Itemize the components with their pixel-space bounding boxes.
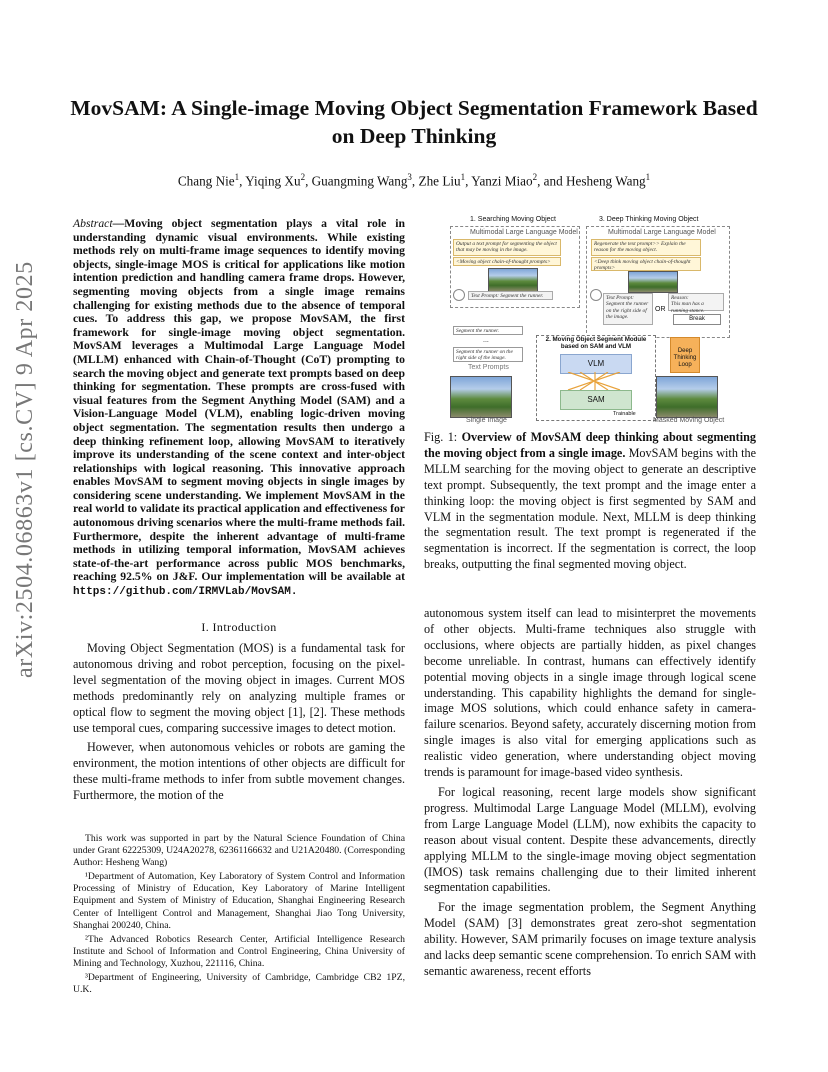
abstract-label: Abstract xyxy=(73,217,113,230)
input-thumbnail xyxy=(488,268,538,292)
abstract: Abstract—Moving object segmentation plays a vital role in understanding dynamic visual environments. While existing methods rely on multi-frame image sequences to identify moving objects, single-image MOS is critical for applications like motion intention prediction and handling camera frame drops. However, segmenting moving objects from a single image remains challenging for existing methods due to the absence of temporal cues. To address this gap, we propose MovSAM, the first framework for single-image moving object segmentation. MovSAM leverages a Multimodal Large Language Model (MLLM) enhanced with Chain-of-Thought (CoT) prompting to search the moving object and generate text prompts based on deep thinking for segmentation. These prompts are cross-fused with visual features from the Segment Anything Model (SAM) and a Vision-Language Model (VLM), enabling logic-driven moving object segmentation. The segmentation results then undergo a deep thinking refinement loop, allowing MovSAM to iteratively improve its understanding of the scene context and inter-object relationships with logical reasoning. This innovative approach enables MovSAM to segment moving objects in single images by considering scene understanding. We implement MovSAM in the real world to validate its practical application and effectiveness for autonomous driving scenarios where the multi-frame methods fail. Furthermore, despite the inherent advantage of multi-frame methods in utilizing temporal information, MovSAM achieves state-of-the-art performance across public MOS benchmarks, reaching 92.5% on J&F. Our implementation will be available at https://github.com/IRMVLab/MovSAM. xyxy=(73,217,405,599)
text-prompts-label: Text Prompts xyxy=(468,364,509,371)
paper-title: MovSAM: A Single-image Moving Object Segmentation Framework Based on Deep Thinking xyxy=(70,96,758,148)
mllm-icon xyxy=(590,289,602,301)
prompt-item: Segment the runner. xyxy=(453,326,523,335)
author: Zhe Liu xyxy=(418,173,461,189)
search-text-prompt: Text Prompt: Segment the runner. xyxy=(468,291,553,300)
figure-overview xyxy=(448,211,733,426)
paragraph: For logical reasoning, recent large models show significant progress. Multimodal Large Language Model (MLLM), evolving from Large Language Model (LLM), now exhibits the capacity to reason about visual content. Despite these advancements, directly applying MLLM to the single-image moving object segmentation (IMOS) task remains challenging due to their limited inherent segmentation capabilities. xyxy=(424,784,756,895)
author: Yiqing Xu xyxy=(245,173,301,189)
ellipsis: ... xyxy=(483,337,489,344)
sam-block: SAM xyxy=(560,390,632,410)
footnotes xyxy=(73,833,405,998)
single-image-label: Single Image xyxy=(466,417,507,424)
author: Hesheng Wang xyxy=(566,173,646,189)
break-badge: Break xyxy=(673,314,721,325)
paragraph: Moving Object Segmentation (MOS) is a fundamental task for autonomous driving and robot perception, focusing on the pixel-level segmentation of the moving object in images. Current MOS methods predominantly rely on analyzing multiple frames or optical flow to segment the moving object [1], [2]. These methods use temporal cues, comparing successive images to detect motion. xyxy=(73,641,405,735)
footnote: This work was supported in part by the Natural Science Foundation of China under Grant 62225309, U24A20278, 62361166632 and U21A20480. (Corresponding Author: Hesheng Wang) xyxy=(73,833,405,869)
intro-text xyxy=(73,641,405,808)
author: Yanzi Miao xyxy=(471,173,533,189)
paragraph: For the image segmentation problem, the Segment Anything Model (SAM) [3] demonstrates great zero-shot segmentation ability. However, SAM primarily focuses on image texture analysis and lacks deep semantic scene comprehension. To enrich SAM with semantic awareness, recent efforts xyxy=(424,900,756,978)
section-heading: I. Introduction xyxy=(201,620,277,634)
abstract-text: Moving object segmentation plays a vital role in understanding dynamic visual environments. While existing methods rely on multi-frame image sequences to identify moving objects, single-image MOS is critical for applications like motion intention prediction and handling camera frame drops. However, segmenting moving objects from a single image remains challenging for existing methods due to the absence of temporal cues. To address this gap, we propose MovSAM, the first framework for single-image moving object segmentation. MovSAM leverages a Multimodal Large Language Model (MLLM) enhanced with Chain-of-Thought (CoT) prompting to search the moving object and generate text prompts based on deep thinking for segmentation. These prompts are cross-fused with visual features from the Segment Anything Model (SAM) and a Vision-Language Model (VLM), enabling logic-driven moving object segmentation. The segmentation results then undergo a deep thinking refinement loop, allowing MovSAM to iteratively improve its understanding of the scene context and inter-object relationships with logical reasoning. This innovative approach enables MovSAM to segment moving objects in single images by considering scene understanding. We implement MovSAM in the real world to validate its practical application and effectiveness for autonomous driving scenarios where the multi-frame methods fail. Furthermore, despite the inherent advantage of multi-frame methods in utilizing temporal information, MovSAM achieves state-of-the-art performance across public MOS benchmarks, reaching 92.5% on J&F. Our implementation will be available at xyxy=(73,217,405,584)
masked-image xyxy=(656,376,718,418)
reason-box: Reason: This man has a running stance. xyxy=(668,293,724,311)
author: Guangming Wang xyxy=(311,173,408,189)
mllm-label: Multimodal Large Language Model xyxy=(470,229,578,236)
footnote: ³Department of Engineering, University of Cambridge, Cambridge CB2 1PZ, U.K. xyxy=(73,972,405,996)
arxiv-identifier: arXiv:2504.06863v1 [cs.CV] 9 Apr 2025 xyxy=(12,261,38,678)
caption-bold: Overview of MovSAM deep thinking about segmenting the moving object from a single image. xyxy=(424,430,756,460)
step3-label: 3. Deep Thinking Moving Object xyxy=(599,216,699,223)
code-link[interactable]: https://github.com/IRMVLab/MovSAM. xyxy=(73,586,298,599)
figure-caption xyxy=(424,430,756,573)
caption-text: MovSAM begins with the MLLM searching for the moving object to generate an descriptive text prompt. Subsequently, the text prompt and the image enter a thinking loop: the moving object is first segmented by SAM and VLM in the segmentation module. Next, MLLM is deep thinking the segmentation result. The text prompt is regenerated if the segmentation is incorrect. If the segmentation is correct, the loop breaks, outputting the final segmented moving object. xyxy=(424,445,756,572)
cross-fusion-arrows xyxy=(560,372,630,390)
mllm-label: Multimodal Large Language Model xyxy=(608,229,716,236)
deep-text-prompt: Text Prompt: Segment the runner on the right side of the image. xyxy=(603,293,653,325)
deep-prompt: Regenerate the text prompt>> Explain the reason for the moving object. xyxy=(591,239,701,256)
mask-thumbnail xyxy=(628,271,678,293)
paragraph: autonomous system itself can lead to misinterpret the movements of other objects. Multi-frame techniques also struggle with occlusions, where objects are partially hidden, as pixel changes become unreliable. In contrast, humans can effectively identify potential moving objects in a single image through logical scene understanding. This capability highlights the demand for single-image MOS solutions, which could enhance safety in camera-failure scenarios. Beyond safety, accurately discerning motion from single images is also vital for emerging applications such as realistic video generation, where understanding object moving trends is paramount for image-based video synthesis. xyxy=(424,606,756,780)
mllm-icon xyxy=(453,289,465,301)
vlm-block: VLM xyxy=(560,354,632,374)
footnote: ¹Department of Automation, Key Laboratory of System Control and Information Processing of Ministry of Education, Key Laboratory of Marine Intelligent Equipment and System of Ministry of Education, Shanghai Engineering Research Center of Intelligent Control and Management, Shanghai Jiao Tong University, Shanghai 200240, China. xyxy=(73,871,405,931)
trainable-label: Trainable xyxy=(613,411,636,417)
right-text xyxy=(424,606,756,984)
deep-cot: <Deep think moving object chain-of-thought prompts> xyxy=(591,257,701,271)
masked-label: Masked Moving Object xyxy=(653,417,725,424)
module-label: 2. Moving Object Segment Module based on SAM and VLM xyxy=(545,336,647,350)
author: Chang Nie xyxy=(177,173,235,189)
step1-label: 1. Searching Moving Object xyxy=(470,216,556,223)
author-list: Chang Nie$^1$, Yiqing Xu$^2$, Guangming Wang$^3$, Zhe Liu$^1$, Yanzi Miao$^2$, and Hesheng Wang$^1$ xyxy=(177,172,651,189)
search-prompt: Output a text prompt for segmenting the object that may be moving in the image. xyxy=(453,239,561,256)
caption-label: Fig. 1: xyxy=(424,430,458,444)
prompt-item: Segment the runner on the right side of the image. xyxy=(453,347,523,362)
or-label: OR xyxy=(655,306,666,313)
paragraph: However, when autonomous vehicles or robots are gaming the environment, the motion intentions of other objects are difficult for these multi-frame methods to infer from subtle movement changes. Furthermore, the motion of the xyxy=(73,740,405,803)
footnote: ²The Advanced Robotics Research Center, Artificial Intelligence Research Institute and School of Information and Control Engineering, China University of Mining and Technology, Xuzhou, 221116, China. xyxy=(73,933,405,969)
deep-thinking-loop: Deep Thinking Loop xyxy=(670,337,700,373)
single-image xyxy=(450,376,512,418)
search-cot: <Moving object chain-of-thought prompts> xyxy=(453,257,561,266)
